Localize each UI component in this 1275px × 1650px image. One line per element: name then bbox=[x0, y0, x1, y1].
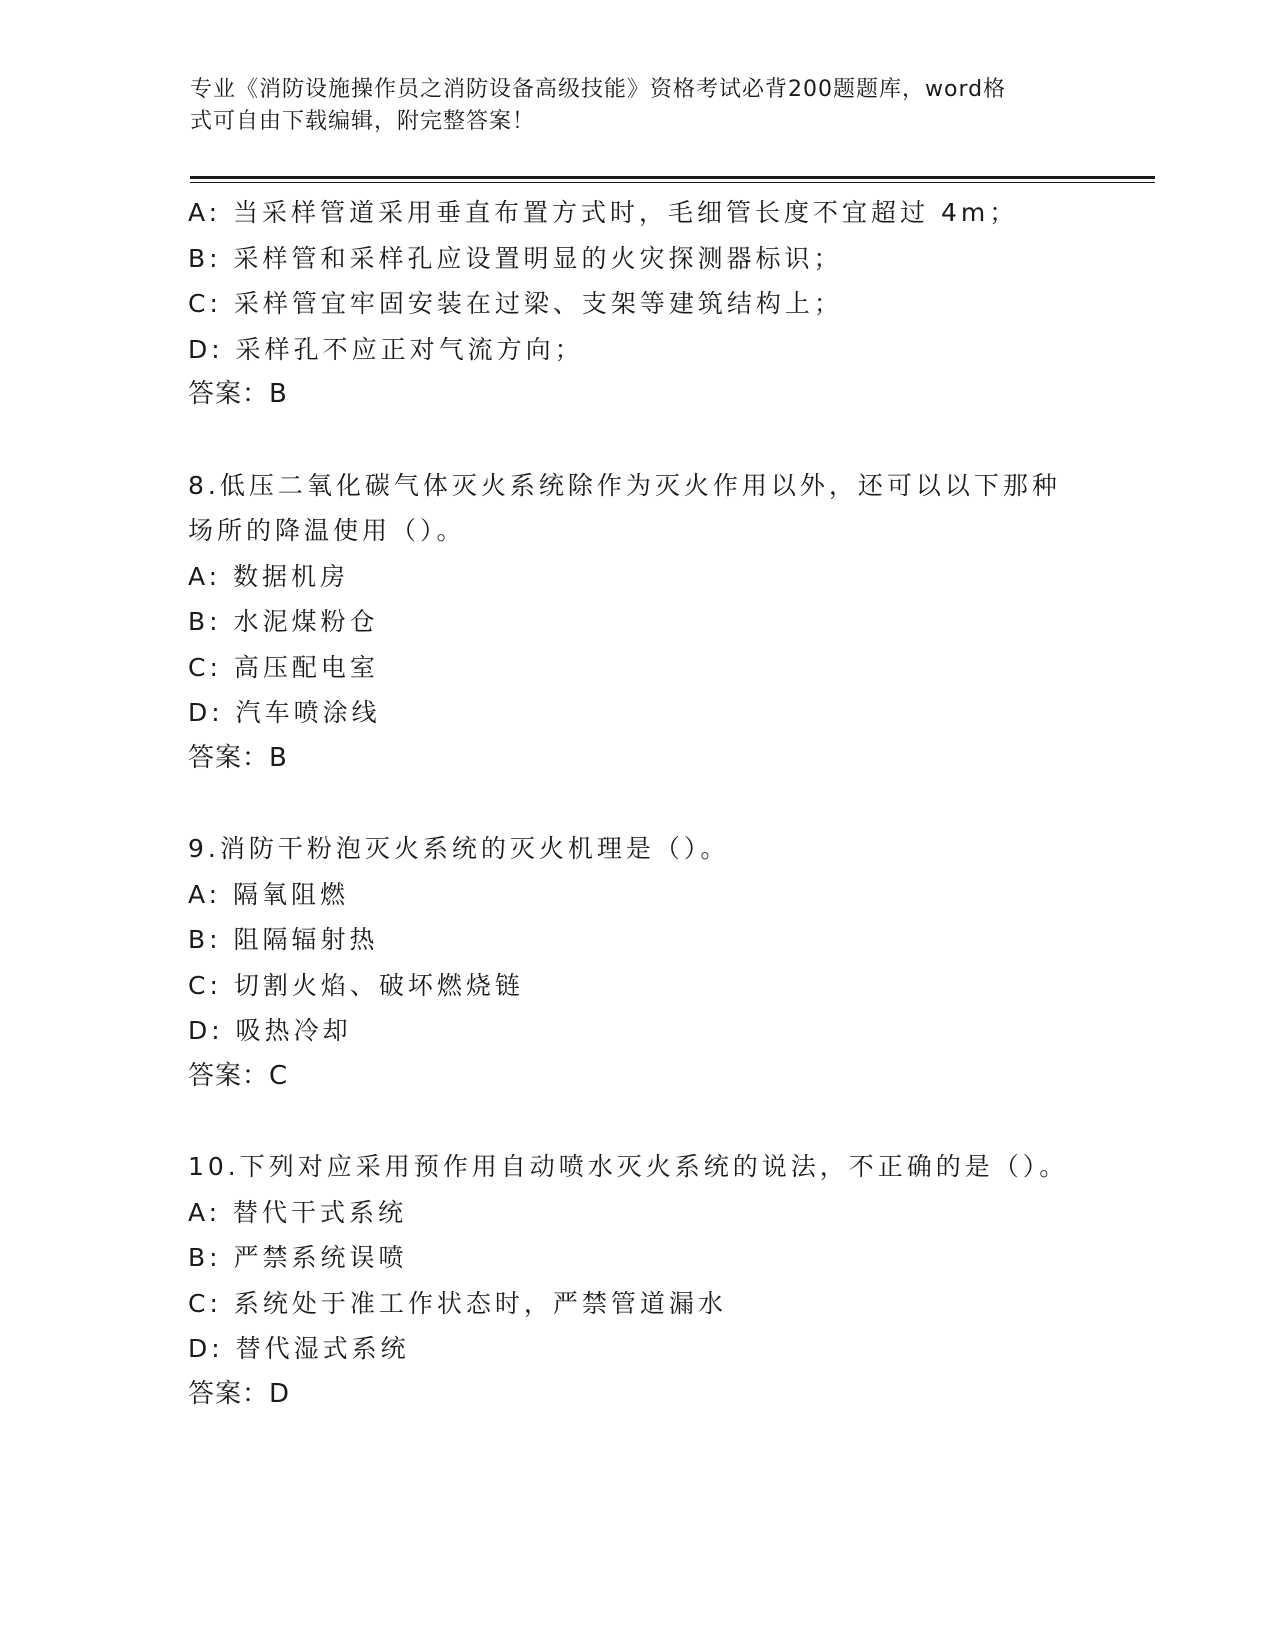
option-b: B: 采样管和采样孔应设置明显的火灾探测器标识； bbox=[188, 243, 843, 273]
document-header bbox=[190, 74, 1070, 138]
spacer bbox=[188, 418, 1088, 463]
answer: 答案：C bbox=[188, 1060, 289, 1091]
question-stem-line-1: 9.消防干粉泡灭火系统的灭火机理是（）。 bbox=[188, 834, 730, 863]
answer: 答案：B bbox=[188, 742, 288, 773]
option-d: D: 吸热冷却 bbox=[188, 1016, 352, 1045]
header-line-2: 式可自由下载编辑，附完整答案！ bbox=[190, 109, 536, 134]
option-a: A: 替代干式系统 bbox=[188, 1197, 408, 1227]
spacer bbox=[188, 781, 1088, 826]
answer: 答案：D bbox=[188, 1378, 291, 1409]
option-a: A: 当采样管道采用垂直布置方式时，毛细管长度不宜超过 4m； bbox=[188, 198, 1019, 227]
option-d: D: 汽车喷涂线 bbox=[188, 698, 381, 727]
header-divider-thin bbox=[190, 182, 1155, 183]
option-a: A: 隔氧阻燃 bbox=[188, 879, 350, 909]
option-c: C: 系统处于准工作状态时，严禁管道漏水 bbox=[188, 1288, 727, 1318]
header-line-1: 专业《消防设施操作员之消防设备高级技能》资格考试必背200题题库，word格 bbox=[190, 77, 1007, 102]
answer: 答案：B bbox=[188, 379, 288, 409]
question-10 bbox=[188, 1144, 1088, 1417]
question-list bbox=[188, 190, 1088, 1417]
option-c: C: 采样管宜牢固安装在过梁、支架等建筑结构上； bbox=[188, 289, 843, 318]
option-a: A: 数据机房 bbox=[188, 561, 350, 591]
question-stem-line-1: 8.低压二氧化碳气体灭火系统除作为灭火作用以外，还可以以下那种 bbox=[188, 470, 1061, 500]
option-d: D: 采样孔不应正对气流方向； bbox=[188, 334, 584, 364]
option-d: D: 替代湿式系统 bbox=[188, 1334, 410, 1363]
option-b: B: 阻隔辐射热 bbox=[188, 925, 379, 954]
option-c: C: 高压配电室 bbox=[188, 652, 379, 682]
option-b: B: 严禁系统误喷 bbox=[188, 1243, 408, 1272]
question-8 bbox=[188, 463, 1088, 782]
question-7 bbox=[188, 190, 1088, 418]
option-b: B: 水泥煤粉仓 bbox=[188, 607, 379, 636]
header-divider-thick bbox=[190, 176, 1155, 179]
option-c: C: 切割火焰、破坏燃烧链 bbox=[188, 970, 524, 1000]
question-stem-line-1: 10.下列对应采用预作用自动喷水灭火系统的说法，不正确的是（）。 bbox=[188, 1152, 1069, 1181]
spacer bbox=[188, 1099, 1088, 1144]
question-stem-line-2: 场所的降温使用（）。 bbox=[188, 516, 466, 545]
question-9 bbox=[188, 826, 1088, 1099]
